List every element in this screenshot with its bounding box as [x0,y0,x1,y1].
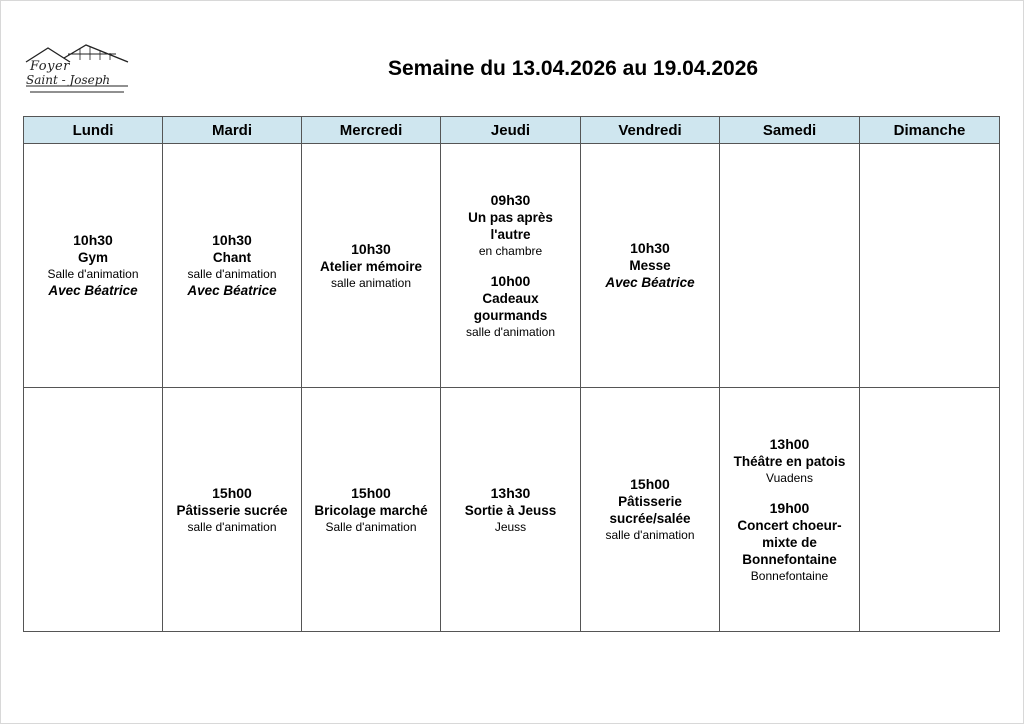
event-name: Sortie à Jeuss [464,502,557,518]
header-vendredi: Vendredi [581,117,720,144]
cell-jeudi-afternoon [441,388,581,632]
event [28,232,158,299]
event-place: Vuadens [766,470,813,485]
event [724,500,855,584]
event-place: en chambre [478,243,543,258]
cell-samedi-morning [720,144,860,388]
event-place: Salle d'animation [325,519,417,534]
header-row [24,117,1000,144]
event [445,273,576,340]
event-time: 13h30 [490,484,531,501]
event-time: 15h00 [630,476,670,492]
event-place: salle d'animation [465,324,555,339]
event-name: Un pas après l'autre [468,209,553,242]
header-mardi: Mardi [163,117,302,144]
event [306,485,436,535]
cell-jeudi-morning [441,144,581,388]
event [724,436,855,486]
cell-lundi-morning [24,144,163,388]
event-time: 15h00 [351,484,391,501]
header-jeudi: Jeudi [441,117,581,144]
event [445,485,576,535]
event-place: Jeuss [494,519,527,534]
afternoon-row [24,388,1000,632]
event [585,476,715,543]
cell-vendredi-afternoon [581,388,720,632]
event [445,192,576,259]
event-with: Avec Béatrice [48,283,138,298]
cell-vendredi-morning [581,144,720,388]
weekly-schedule-table [23,116,1000,632]
event [167,485,297,535]
event-time: 10h30 [73,232,113,248]
event-name: Atelier mémoire [319,258,423,274]
event-place: salle animation [330,275,412,290]
morning-row [24,144,1000,388]
event-name: Théâtre en patois [733,453,846,469]
foyer-saint-joseph-logo [24,40,130,98]
event-name: Pâtisserie sucrée/salée [609,494,691,526]
event-time: 09h30 [490,191,531,208]
header-lundi: Lundi [24,117,163,144]
event-name: Chant [212,250,252,265]
event-name: Bricolage marché [314,502,428,518]
cell-samedi-afternoon [720,388,860,632]
event-time: 19h00 [769,499,810,516]
event-name: Cadeaux gourmands [473,290,548,323]
event-time: 10h30 [630,240,670,256]
event-name: Concert choeur-mixte de Bonnefontaine [737,517,842,567]
event-place: salle d'animation [605,528,695,542]
page-title: Semaine du 13.04.2026 au 19.04.2026 [388,57,759,80]
event-time: 15h00 [212,484,252,501]
event-place: Bonnefontaine [750,568,829,583]
logo-text-foyer: Foyer [30,59,70,74]
header-mercredi: Mercredi [302,117,441,144]
event-with: Avec Béatrice [605,275,695,290]
cell-dimanche-afternoon [860,388,1000,632]
event-time: 13h00 [769,435,810,452]
event-place: salle d'animation [187,519,277,534]
event [306,241,436,291]
cell-mardi-morning [163,144,302,388]
event-name: Gym [77,250,108,265]
event-name: Messe [629,258,671,273]
cell-mercredi-afternoon [302,388,441,632]
header-dimanche: Dimanche [860,117,1000,144]
event-time: 10h30 [212,232,252,248]
cell-dimanche-morning [860,144,1000,388]
logo-text-saint-joseph: Saint - Joseph [26,73,111,87]
event [585,240,715,291]
cell-mardi-afternoon [163,388,302,632]
event-time: 10h30 [351,240,391,257]
header-samedi: Samedi [720,117,860,144]
cell-mercredi-morning [302,144,441,388]
event-with: Avec Béatrice [187,283,277,298]
event-place: salle d'animation [187,267,277,281]
cell-lundi-afternoon [24,388,163,632]
event-name: Pâtisserie sucrée [176,502,288,518]
event-time: 10h00 [490,272,531,289]
event [167,232,297,299]
event-place: Salle d'animation [47,267,139,281]
